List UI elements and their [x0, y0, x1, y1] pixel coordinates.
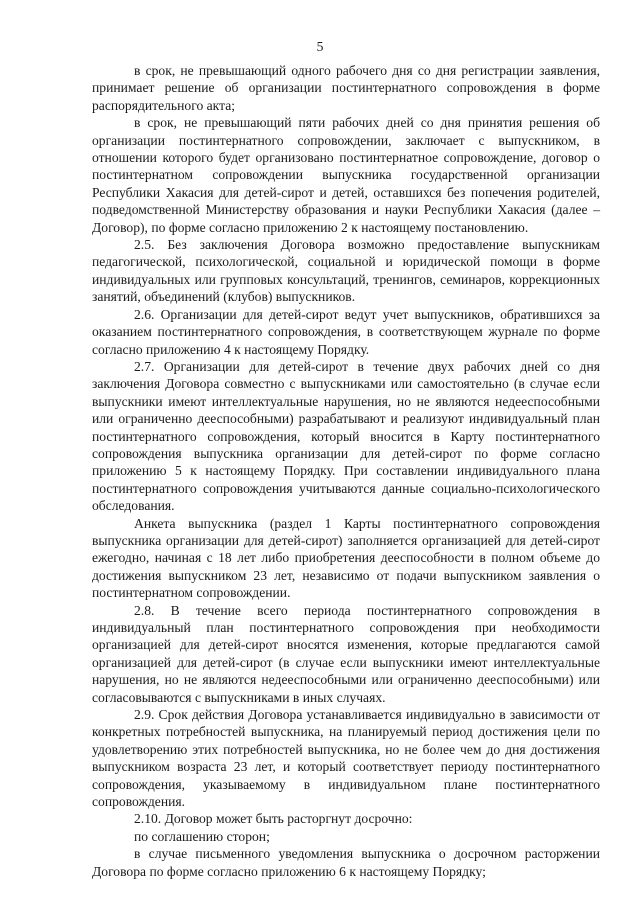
paragraph-2-5: 2.5. Без заключения Договора возможно предоставление выпускникам педагогической, психологической, социальной и юридической помощи в форме индивидуальных или групповых консультаций, тренингов, семинаров, коррекционных занятий, объединений (клубов) выпускников. [92, 237, 600, 305]
paragraph-questionnaire: Анкета выпускника (раздел 1 Карты постинтернатного сопровождения выпускника организации для детей-сирот) заполняется организацией для детей-сирот ежегодно, начиная с 18 лет либо приобретения дееспособности в полном объеме до достижения выпускником 23 лет, независимо от подачи выпускником заявления о постинтернатном сопровождении. [92, 515, 600, 601]
paragraph-2-10: 2.10. Договор может быть расторгнут досрочно: [134, 811, 413, 827]
paragraph-contract-deadline: в срок, не превышающий пяти рабочих дней со дня принятия решения об организации постинтернатного сопровождении, заключает с выпускником, в отношении которого будет организовано постинтернатное сопровождение, договор о постинтернатном сопровождении выпускника государственной организации Республики Хакасия для детей-сирот и детей, оставшихся без попечения родителей, подведомственной Министерству образования и науки Республики Хакасия (далее – Договор), по форме согласно приложению 2 к настоящему постановлению. [92, 115, 600, 235]
paragraph-2-8: 2.8. В течение всего периода постинтернатного сопровождения в индивидуальный план постинтернатного сопровождения при необходимости организацией для детей-сирот вносятся изменения, которые предлагаются самой организацией для детей-сирот (в случае если выпускники имеют интеллектуальные нарушения, но не являются недееспособными или ограниченно дееспособными) или согласовываются с выпускниками в иных случаях. [92, 602, 600, 705]
paragraph-decision-deadline: в срок, не превышающий одного рабочего дня со дня регистрации заявления, принимает решение об организации постинтернатного сопровождения в форме распорядительного акта; [92, 63, 600, 113]
paragraph-2-7: 2.7. Организации для детей-сирот в течение двух рабочих дней со дня заключения Договора совместно с выпускниками или самостоятельно (в случае если выпускники имеют интеллектуальные нарушения, но не являются недееспособными или ограниченно дееспособными) разрабатывают и реализуют индивидуальный план постинтернатного сопровождения, который вносится в Карту постинтернатного сопровождения выпускника организации для детей-сирот по форме согласно приложению 5 к настоящему Порядку. При составлении индивидуального плана постинтернатного сопровождения учитываются данные социально-психологического обследования. [92, 358, 600, 514]
paragraph-2-6: 2.6. Организации для детей-сирот ведут учет выпускников, обратившихся за оказанием постинтернатного сопровождения, в соответствующем журнале по форме согласно приложению 4 к настоящему Порядку. [92, 306, 600, 357]
page-number: 5 [316, 39, 324, 54]
paragraph-mutual-agreement: по соглашению сторон; [134, 828, 270, 844]
paragraph-2-9: 2.9. Срок действия Договора устанавливается индивидуально в зависимости от конкретных потребностей выпускника, на планируемый период достижения цели по удовлетворению этих потребностей выпускника, но не более чем до дня достижения выпускником возраста 23 лет, и который соответствует периоду постинтернатного сопровождения, указываемому в индивидуальном плане постинтернатного сопровождения. [92, 707, 600, 810]
paragraph-written-notice: в случае письменного уведомления выпускника о досрочном расторжении Договора по форме согласно приложению 6 к настоящему Порядку; [92, 846, 600, 879]
body-text [92, 62, 600, 880]
